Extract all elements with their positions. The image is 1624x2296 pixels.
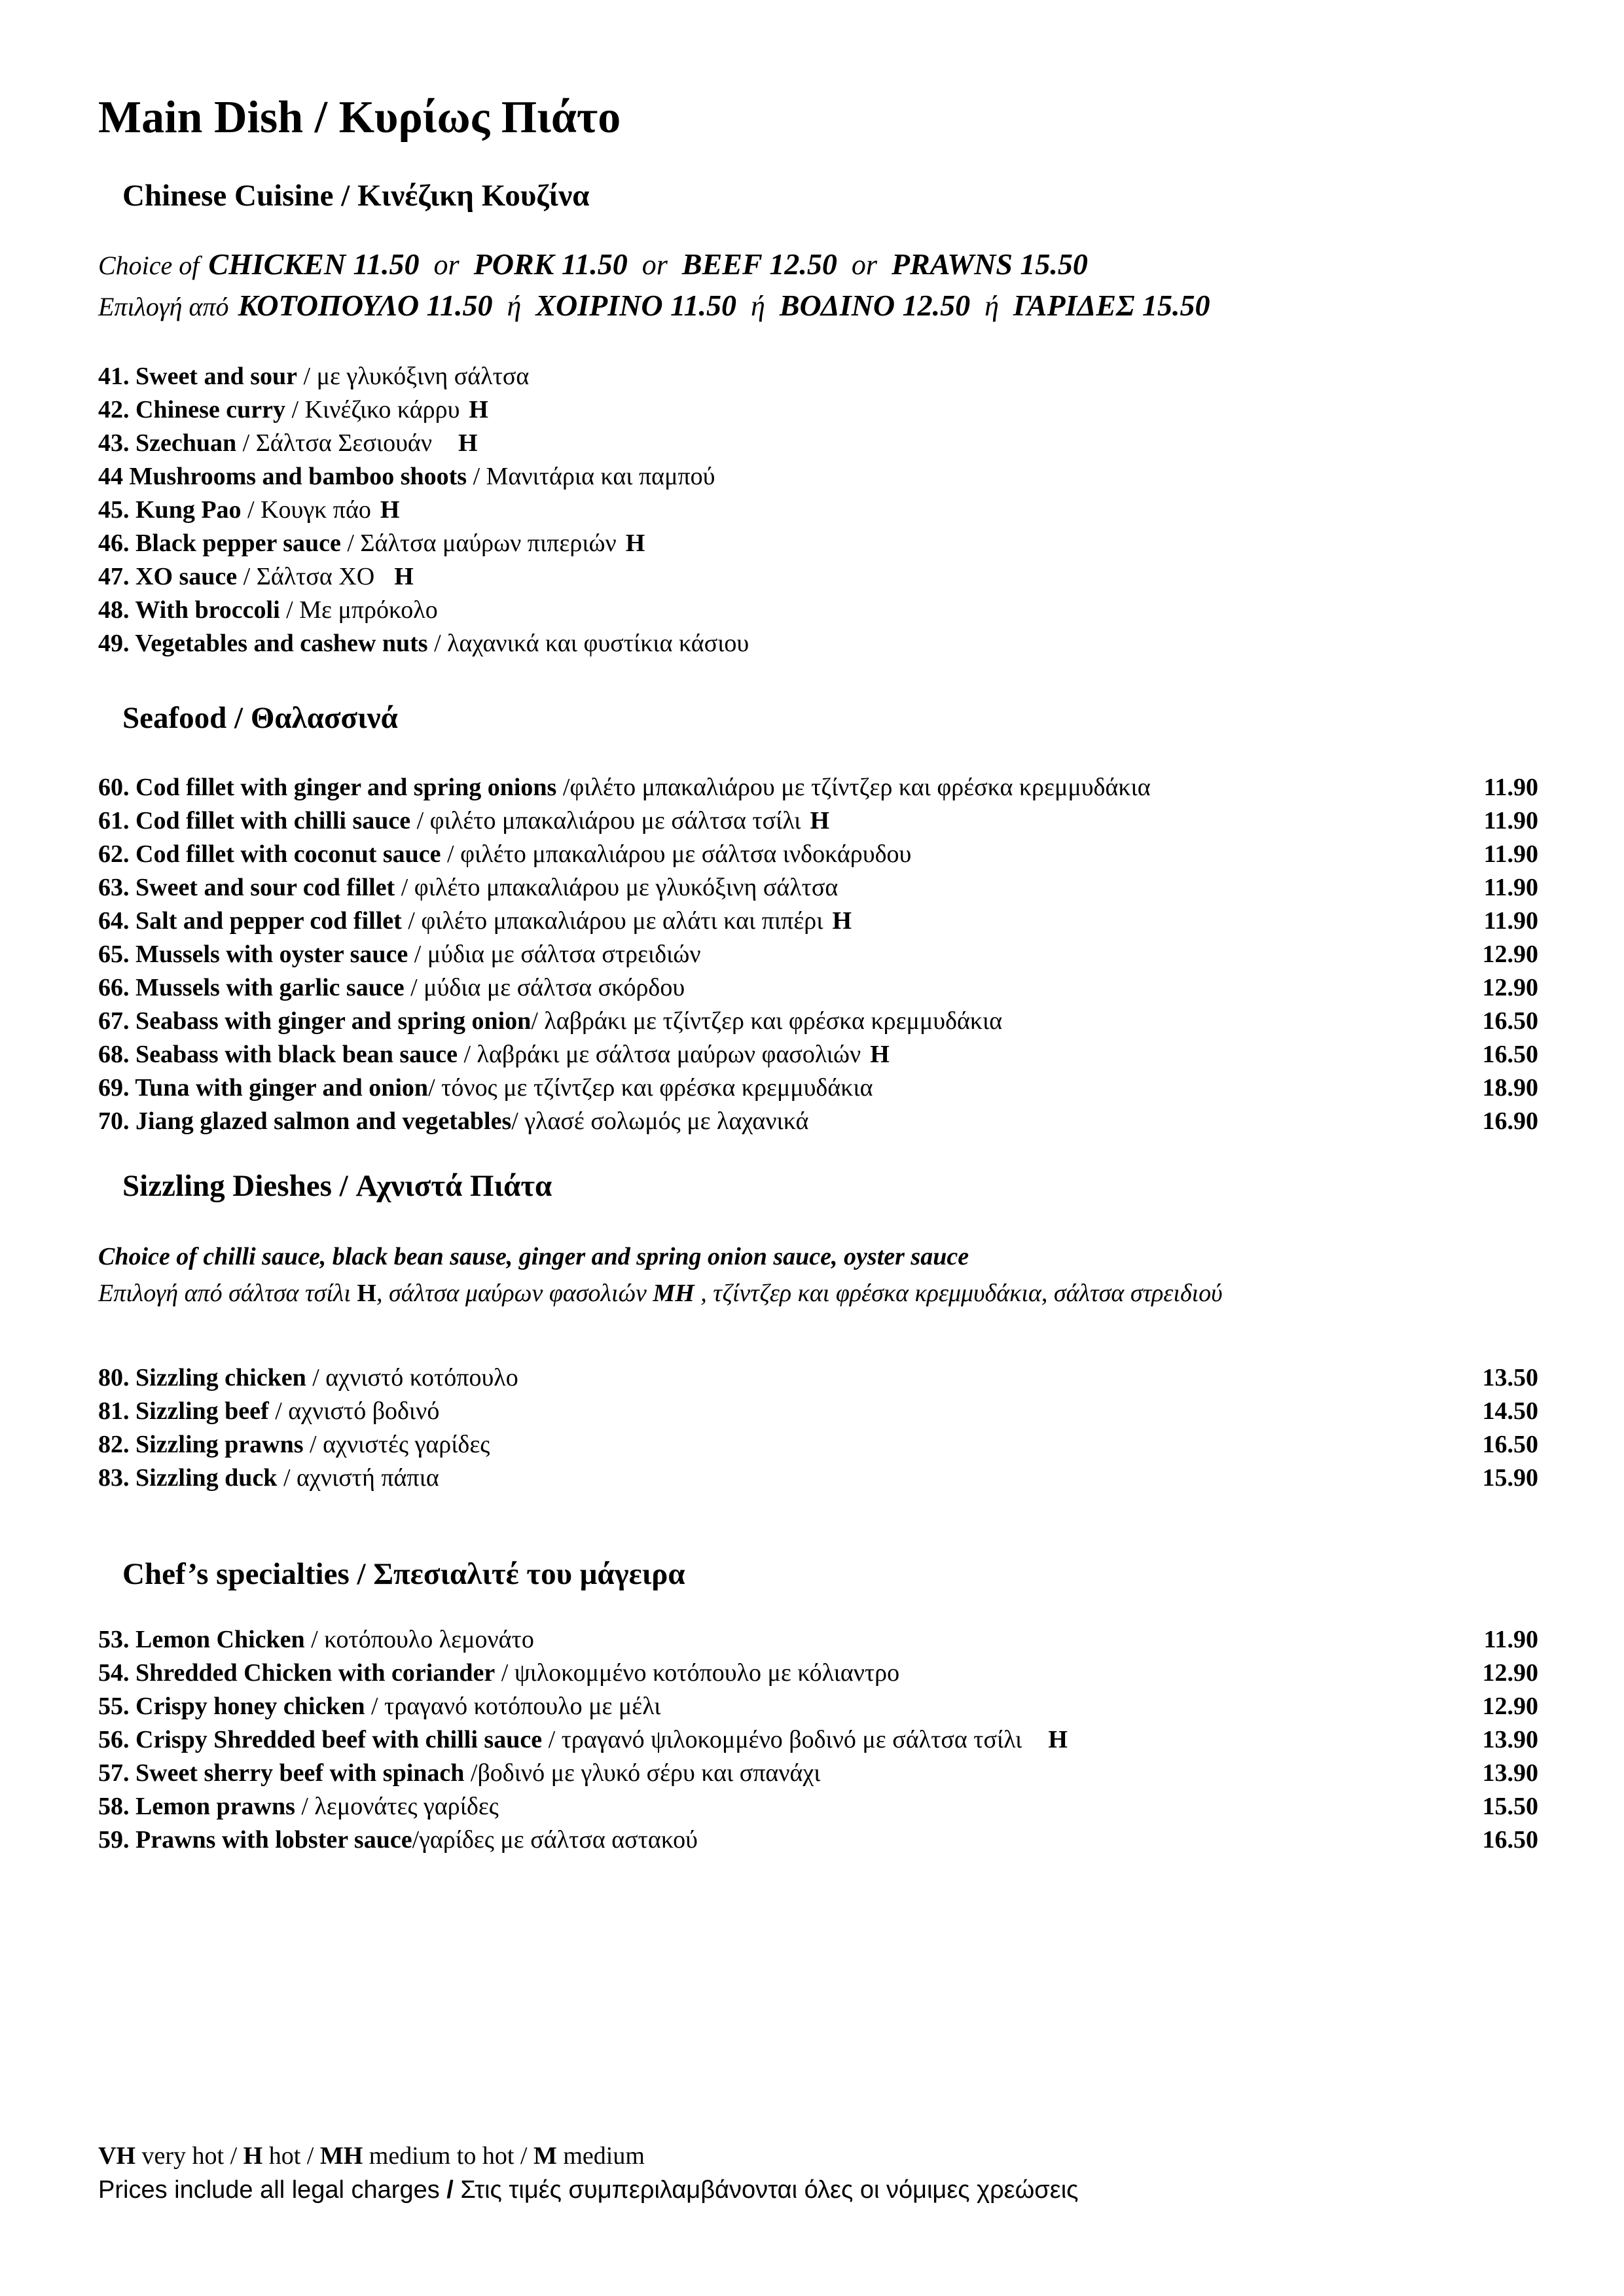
list-item <box>98 1690 1538 1723</box>
dish-name-greek: / Κινέζικο κάρρυ <box>285 396 460 423</box>
legend-text: medium <box>556 2142 645 2170</box>
list-item <box>98 560 1538 594</box>
dish-name-greek: / φιλέτο μπακαλιάρου με σάλτσα τσίλι <box>410 807 801 834</box>
dish-name: 65. Mussels with oyster sauce <box>98 941 408 968</box>
dish-name-greek: / μύδια με σάλτσα σκόρδου <box>404 974 685 1001</box>
price: 11.90 <box>1483 840 1538 868</box>
dish-name: 46. Black pepper sauce <box>98 529 341 557</box>
dish-name: 59. Prawns with lobster sauce <box>98 1826 412 1854</box>
list-item <box>98 1071 1538 1105</box>
list-item <box>98 905 1538 938</box>
list-item <box>98 527 1538 560</box>
dish-name-greek: / Κουγκ πάο <box>241 496 371 524</box>
sizzling-choice-gr-text: Επιλογή από σάλτσα τσίλι <box>98 1280 357 1307</box>
list-item <box>98 1428 1538 1462</box>
price: 13.50 <box>1482 1364 1538 1391</box>
price: 16.90 <box>1482 1107 1538 1135</box>
choice-or: or <box>851 249 877 281</box>
dish-name-greek: / κοτόπουλο λεμονάτο <box>304 1626 534 1653</box>
chef-heading: Chef’s specialties / Σπεσιαλιτέ του μάγειρα <box>122 1557 685 1591</box>
choice-prefix: Choice of <box>98 251 200 280</box>
dish-name: 62. Cod fillet with coconut sauce <box>98 840 441 868</box>
list-item <box>98 1723 1538 1757</box>
list-item <box>98 1823 1538 1857</box>
list-item <box>98 1395 1538 1428</box>
dish-name: 61. Cod fillet with chilli sauce <box>98 807 411 834</box>
list-item <box>98 1657 1538 1690</box>
price: 13.90 <box>1482 1726 1538 1753</box>
choice-option: BEEF 12.50 <box>681 247 837 281</box>
dish-name-greek: / Μανιτάρια και παμπού <box>467 463 715 490</box>
dish-name: 60. Cod fillet with ginger and spring onions <box>98 774 557 801</box>
choice-option: ΓΑΡΙΔΕΣ 15.50 <box>1013 289 1210 322</box>
dish-name: 42. Chinese curry <box>98 396 286 423</box>
list-item <box>98 493 1538 527</box>
dish-name-greek: / τραγανό ψιλοκομμένο βοδινό με σάλτσα τσίλι <box>542 1726 1022 1753</box>
list-item <box>98 771 1538 804</box>
dish-name-greek: /γαρίδες με σάλτσα αστακού <box>412 1826 698 1854</box>
dish-name: 68. Seabass with black bean sauce <box>98 1041 458 1068</box>
list-item <box>98 1361 1538 1395</box>
dish-name-greek: / φιλέτο μπακαλιάρου με γλυκόξινη σάλτσα <box>395 874 839 901</box>
price: 12.90 <box>1482 1659 1538 1687</box>
dish-name: 66. Mussels with garlic sauce <box>98 974 405 1001</box>
prices-note-en: Prices include all legal charges <box>98 2176 447 2204</box>
dish-name: 49. Vegetables and cashew nuts <box>98 630 428 657</box>
list-item <box>98 594 1538 627</box>
dish-name-greek: / μύδια με σάλτσα στρειδιών <box>408 941 701 968</box>
heat-badge: H <box>1048 1726 1068 1753</box>
price: 16.50 <box>1482 1041 1538 1068</box>
list-item <box>98 627 1538 660</box>
dish-name: 53. Lemon Chicken <box>98 1626 305 1653</box>
legend-text: very hot / <box>135 2142 244 2170</box>
price: 12.90 <box>1482 1693 1538 1720</box>
choice-option: ΧΟΙΡΙΝΟ 11.50 <box>535 289 737 322</box>
chinese-list <box>98 360 1538 660</box>
heat-legend <box>98 2142 645 2170</box>
list-item <box>98 393 1538 427</box>
dish-name: 83. Sizzling duck <box>98 1464 278 1492</box>
dish-name-greek: / τραγανό κοτόπουλο με μέλι <box>365 1693 661 1720</box>
dish-name: 44 Mushrooms and bamboo shoots <box>98 463 467 490</box>
dish-name: 63. Sweet and sour cod fillet <box>98 874 395 901</box>
list-item <box>98 804 1538 838</box>
heat-badge: H <box>380 496 400 524</box>
dish-name: 43. Szechuan <box>98 429 237 457</box>
dish-name-greek: / Με μπρόκολο <box>280 596 438 624</box>
list-item <box>98 1462 1538 1495</box>
dish-name: 57. Sweet sherry beef with spinach <box>98 1759 465 1787</box>
heat-badge: H <box>870 1041 890 1068</box>
seafood-list <box>98 771 1538 1138</box>
list-item <box>98 460 1538 493</box>
choice-option: PORK 11.50 <box>473 247 628 281</box>
list-item <box>98 1623 1538 1657</box>
choice-or: ή <box>507 290 522 322</box>
choice-line-en <box>98 247 1088 281</box>
dish-name: 48. With broccoli <box>98 596 280 624</box>
sizzling-list <box>98 1361 1538 1495</box>
heat-badge: H <box>625 529 645 557</box>
dish-name: 80. Sizzling chicken <box>98 1364 306 1391</box>
dish-name-greek: / τόνος με τζίντζερ και φρέσκα κρεμμυδάκια <box>428 1074 873 1102</box>
dish-name: 64. Salt and pepper cod fillet <box>98 907 402 935</box>
dish-name: 67. Seabass with ginger and spring onion <box>98 1007 532 1035</box>
page-title: Main Dish / Κυρίως Πιάτο <box>98 92 621 143</box>
dish-name-greek: / λαβράκι με τζίντζερ και φρέσκα κρεμμυδάκια <box>531 1007 1003 1035</box>
dish-name-greek: / αχνιστό βοδινό <box>268 1397 440 1425</box>
sizzling-choice-gr-text: , τζίντζερ και φρέσκα κρεμμυδάκια, σάλτσα στρειδιού <box>694 1280 1223 1307</box>
list-item <box>98 1005 1538 1038</box>
choice-or: ή <box>751 290 765 322</box>
seafood-heading: Seafood / Θαλασσινά <box>122 701 398 735</box>
dish-name-greek: / Σάλτσα ΧΟ <box>237 563 375 590</box>
sizzling-choice-gr-text: , σάλτσα μαύρων φασολιών <box>376 1280 653 1307</box>
legend-text: hot / <box>262 2142 320 2170</box>
price: 11.90 <box>1483 874 1538 901</box>
list-item <box>98 360 1538 393</box>
list-item <box>98 1757 1538 1790</box>
prices-note-gr: Στις τιμές συμπεριλαμβάνονται όλες οι νόμιμες χρεώσεις <box>453 2176 1079 2204</box>
sizzling-choice-gr <box>98 1279 1223 1308</box>
list-item <box>98 871 1538 905</box>
dish-name-greek: / αχνιστό κοτόπουλο <box>306 1364 518 1391</box>
dish-name-greek: / αχνιστή πάπια <box>277 1464 439 1492</box>
dish-name-greek: / φιλέτο μπακαλιάρου με αλάτι και πιπέρι <box>401 907 823 935</box>
legend-code: M <box>533 2142 557 2170</box>
dish-name-greek: /φιλέτο μπακαλιάρου με τζίντζερ και φρέσκα κρεμμυδάκια <box>556 774 1151 801</box>
list-item <box>98 1105 1538 1138</box>
list-item <box>98 971 1538 1005</box>
dish-name: 58. Lemon prawns <box>98 1793 295 1820</box>
list-item <box>98 938 1538 971</box>
choice-option: CHICKEN 11.50 <box>208 247 420 281</box>
prices-note-separator: / <box>446 2176 454 2204</box>
price: 16.50 <box>1482 1826 1538 1854</box>
legend-code: VH <box>98 2142 135 2170</box>
price: 11.90 <box>1483 907 1538 935</box>
prices-note <box>98 2176 1078 2204</box>
choice-option: PRAWNS 15.50 <box>891 247 1088 281</box>
price: 11.90 <box>1483 807 1538 834</box>
price: 16.50 <box>1482 1007 1538 1035</box>
dish-name: 54. Shredded Chicken with coriander <box>98 1659 496 1687</box>
price: 15.50 <box>1482 1793 1538 1820</box>
dish-name-greek: / Σάλτσα Σεσιουάν <box>236 429 433 457</box>
list-item <box>98 1790 1538 1823</box>
price: 15.90 <box>1482 1464 1538 1492</box>
heat-badge: H <box>832 907 852 935</box>
dish-name: 70. Jiang glazed salmon and vegetables <box>98 1107 512 1135</box>
choice-line-gr <box>98 288 1210 323</box>
dish-name-greek: / λαβράκι με σάλτσα μαύρων φασολιών <box>457 1041 861 1068</box>
price: 12.90 <box>1482 941 1538 968</box>
sizzling-choice-en: Choice of chilli sauce, black bean sause, ginger and spring onion sauce, oyster sauce <box>98 1243 969 1270</box>
dish-name: 56. Crispy Shredded beef with chilli sauce <box>98 1726 543 1753</box>
dish-name-greek: / με γλυκόξινη σάλτσα <box>297 363 530 390</box>
list-item <box>98 838 1538 871</box>
heat-badge: MH <box>653 1280 695 1307</box>
legend-code: H <box>243 2142 263 2170</box>
dish-name-greek: / λαχανικά και φυστίκια κάσιου <box>427 630 749 657</box>
choice-or: ή <box>984 290 999 322</box>
sizzling-heading: Sizzling Dieshes / Αχνιστά Πιάτα <box>122 1169 552 1203</box>
heat-badge: H <box>458 429 478 457</box>
list-item <box>98 1038 1538 1071</box>
price: 11.90 <box>1483 774 1538 801</box>
choice-or: or <box>641 249 668 281</box>
dish-name: 41. Sweet and sour <box>98 363 298 390</box>
price: 16.50 <box>1482 1431 1538 1458</box>
list-item <box>98 427 1538 460</box>
heat-badge: H <box>394 563 414 590</box>
heat-badge: H <box>810 807 830 834</box>
dish-name: 55. Crispy honey chicken <box>98 1693 365 1720</box>
heat-badge: H <box>469 396 488 423</box>
legend-code: MH <box>319 2142 363 2170</box>
heat-badge: H <box>357 1280 376 1307</box>
dish-name: 69. Tuna with ginger and onion <box>98 1074 429 1102</box>
dish-name-greek: / φιλέτο μπακαλιάρου με σάλτσα ινδοκάρυδου <box>441 840 912 868</box>
dish-name: 47. XO sauce <box>98 563 238 590</box>
price: 14.50 <box>1482 1397 1538 1425</box>
dish-name-greek: / γλασέ σολωμός με λαχανικά <box>511 1107 809 1135</box>
dish-name-greek: / ψιλοκομμένο κοτόπουλο με κόλιαντρο <box>495 1659 900 1687</box>
chinese-heading: Chinese Cuisine / Κινέζικη Κουζίνα <box>122 179 590 213</box>
dish-name-greek: / Σάλτσα μαύρων πιπεριών <box>340 529 617 557</box>
choice-prefix: Επιλογή από <box>98 292 229 321</box>
price: 11.90 <box>1483 1626 1538 1653</box>
choice-option: ΚΟΤΟΠΟΥΛΟ 11.50 <box>238 289 493 322</box>
dish-name: 81. Sizzling beef <box>98 1397 269 1425</box>
dish-name-greek: / αχνιστές γαρίδες <box>303 1431 490 1458</box>
price: 13.90 <box>1482 1759 1538 1787</box>
price: 12.90 <box>1482 974 1538 1001</box>
legend-text: medium to hot / <box>363 2142 533 2170</box>
dish-name: 45. Kung Pao <box>98 496 242 524</box>
dish-name-greek: / λεμονάτες γαρίδες <box>295 1793 499 1820</box>
choice-option: ΒΟΔΙΝΟ 12.50 <box>779 289 971 322</box>
choice-or: or <box>433 249 460 281</box>
chef-list <box>98 1623 1538 1857</box>
dish-name: 82. Sizzling prawns <box>98 1431 304 1458</box>
price: 18.90 <box>1482 1074 1538 1102</box>
dish-name-greek: /βοδινό με γλυκό σέρυ και σπανάχι <box>464 1759 821 1787</box>
